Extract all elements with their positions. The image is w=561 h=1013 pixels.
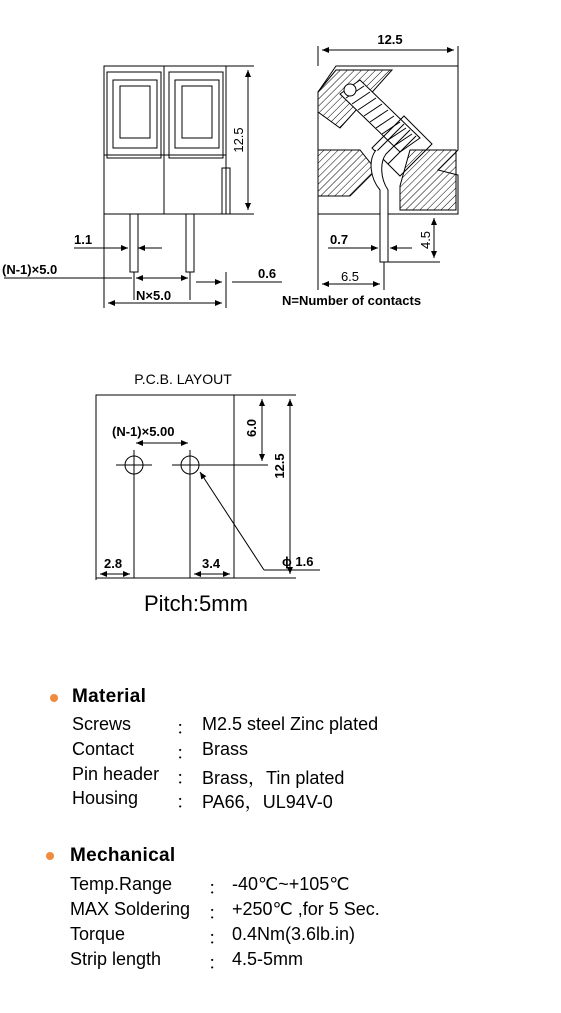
pcb-layout-title: P.C.B. LAYOUT	[134, 371, 232, 387]
front-pitch-span-dim: (N-1)×5.0	[2, 262, 58, 277]
row-value: Brass	[202, 739, 249, 759]
row-label: Strip length	[70, 949, 162, 969]
pcb-height-dim: 12.5	[272, 453, 287, 479]
material-title: Material	[72, 686, 147, 707]
row-value: M2.5 steel Zinc plated	[202, 714, 379, 734]
row-separator: ：	[176, 743, 194, 763]
row-separator: ：	[176, 792, 194, 812]
side-width-dim: 12.5	[377, 32, 403, 47]
row-label: Contact	[72, 739, 135, 759]
row-value: Brass，Tin plated	[202, 768, 345, 788]
pcb-left-offset-dim: 2.8	[104, 556, 123, 571]
row-separator: ：	[208, 903, 226, 923]
side-depth-dim: 6.5	[340, 269, 360, 284]
row-label: Temp.Range	[70, 874, 173, 894]
mechanical-bullet-icon	[46, 852, 54, 860]
row-value: 0.4Nm(3.6lb.in)	[232, 924, 356, 944]
row-separator: ：	[208, 878, 226, 898]
front-height-dim: 12.5	[231, 127, 246, 153]
row-separator: ：	[176, 768, 194, 788]
row-value: PA66，UL94V-0	[202, 792, 333, 812]
material-bullet-icon	[50, 694, 58, 702]
row-label: MAX Soldering	[70, 899, 191, 919]
pcb-layout	[96, 395, 320, 580]
row-separator: ：	[208, 928, 226, 948]
side-view	[318, 46, 458, 290]
contacts-note: N=Number of contacts	[282, 293, 422, 308]
front-width-dim: N×5.0	[136, 288, 172, 303]
pcb-top-offset-dim: 6.0	[244, 418, 259, 438]
row-separator: ：	[176, 718, 194, 738]
pcb-right-offset-dim: 3.4	[202, 556, 221, 571]
front-pin-offset-dim: 1.1	[74, 232, 93, 247]
row-label: Pin header	[72, 764, 160, 784]
row-label: Torque	[70, 924, 126, 944]
front-pin-thickness-dim: 0.6	[258, 266, 277, 281]
mechanical-title: Mechanical	[70, 845, 176, 866]
row-label: Housing	[72, 788, 139, 808]
pcb-hole-diameter-dim: ϕ 1.6	[282, 554, 314, 569]
side-pin-length-dim: 4.5	[418, 230, 433, 250]
row-value: 4.5-5mm	[232, 949, 304, 969]
row-value: -40℃~+105℃	[232, 874, 350, 894]
row-separator: ：	[208, 953, 226, 973]
pcb-hole-pitch-dim: (N-1)×5.00	[112, 424, 175, 439]
pitch-label: Pitch:5mm	[144, 591, 248, 616]
row-label: Screws	[72, 714, 132, 734]
row-value: +250℃ ,for 5 Sec.	[232, 899, 380, 919]
side-pin-width-dim: 0.7	[330, 232, 349, 247]
